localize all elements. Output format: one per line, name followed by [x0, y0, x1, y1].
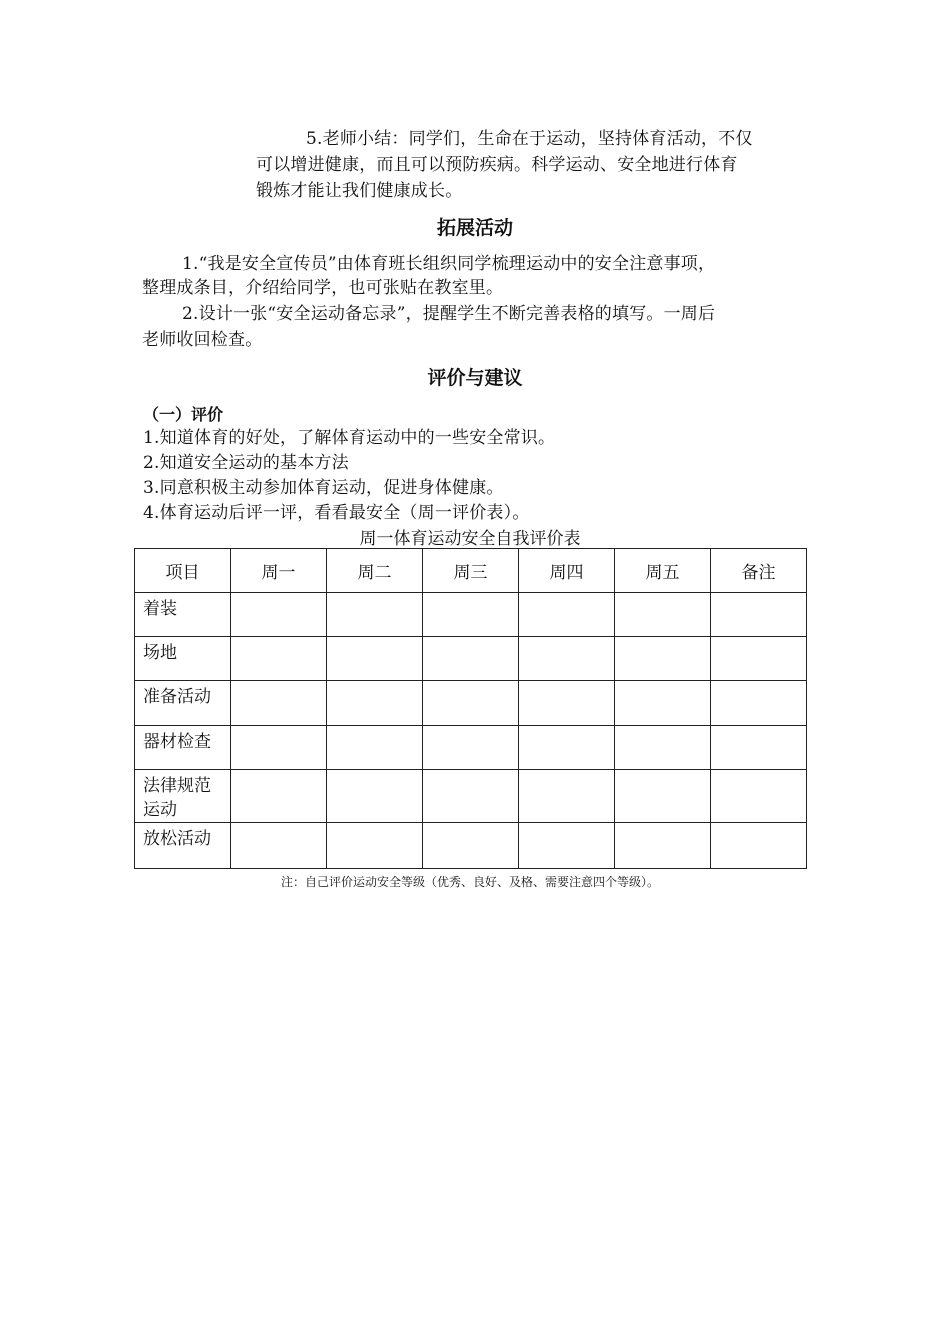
table-row: [135, 823, 807, 869]
table-cell: [423, 593, 519, 637]
table-cell: [423, 726, 519, 770]
table-cell: [711, 770, 807, 823]
header-tuesday: 周二: [327, 549, 423, 593]
table-caption: 周一体育运动安全自我评价表: [359, 529, 581, 549]
row-label: 准备活动: [135, 681, 231, 726]
row-label: 法律规范运动: [135, 770, 231, 823]
table-cell: [423, 770, 519, 823]
summary-line-2: 可以增进健康，而且可以预防疾病。科学运动、安全地进行体育: [256, 155, 738, 175]
evaluation-item-2: 2.知道安全运动的基本方法: [143, 453, 349, 473]
table-cell: [327, 593, 423, 637]
table-cell: [615, 770, 711, 823]
table-note: 注：自己评价运动安全等级（优秀、良好、及格、需要注意四个等级）。: [280, 875, 659, 889]
table-row: [135, 770, 807, 823]
extension-line-3: 2.设计一张“安全运动备忘录”，提醒学生不断完善表格的填写。一周后: [182, 304, 716, 324]
table-row: [135, 637, 807, 681]
table-cell: [615, 681, 711, 726]
table-cell: [327, 726, 423, 770]
table-cell: [711, 593, 807, 637]
table-cell: [231, 593, 327, 637]
table-cell: [615, 823, 711, 869]
row-label: 场地: [135, 637, 231, 681]
table-cell: [519, 681, 615, 726]
table-cell: [711, 726, 807, 770]
table-cell: [327, 681, 423, 726]
table-row: [135, 726, 807, 770]
table-cell: [231, 770, 327, 823]
evaluation-subtitle: （一）评价: [143, 405, 224, 424]
evaluation-item-1: 1.知道体育的好处，了解体育运动中的一些安全常识。: [143, 428, 556, 448]
table-cell: [327, 823, 423, 869]
row-label: 器材检查: [135, 726, 231, 770]
header-wednesday: 周三: [423, 549, 519, 593]
table-cell: [519, 726, 615, 770]
extension-line-2: 整理成条目，介绍给同学，也可张贴在教室里。: [142, 278, 504, 298]
table-cell: [519, 823, 615, 869]
table-row: [135, 681, 807, 726]
table-cell: [711, 681, 807, 726]
extension-line-4: 老师收回检查。: [142, 330, 263, 350]
evaluation-item-3: 3.同意积极主动参加体育运动，促进身体健康。: [143, 478, 504, 498]
header-item: 项目: [135, 549, 231, 593]
evaluation-item-4: 4.体育运动后评一评，看看最安全（周一评价表）。: [143, 503, 530, 523]
row-label: 着装: [135, 593, 231, 637]
header-monday: 周一: [231, 549, 327, 593]
table-cell: [327, 770, 423, 823]
table-header-row: [135, 549, 807, 593]
table-cell: [423, 681, 519, 726]
table-cell: [423, 637, 519, 681]
extension-line-1: 1.“我是安全宣传员”由体育班长组织同学梳理运动中的安全注意事项，: [182, 254, 716, 274]
table-cell: [519, 770, 615, 823]
header-friday: 周五: [615, 549, 711, 593]
table-cell: [423, 823, 519, 869]
table-row: [135, 593, 807, 637]
summary-line-1: 5.老师小结：同学们，生命在于运动，坚持体育活动，不仅: [306, 129, 753, 149]
extension-heading: 拓展活动: [436, 217, 513, 239]
summary-line-3: 锻炼才能让我们健康成长。: [256, 181, 463, 201]
table-cell: [615, 637, 711, 681]
table-cell: [519, 637, 615, 681]
table-cell: [231, 637, 327, 681]
table-cell: [231, 726, 327, 770]
evaluation-table: [134, 548, 807, 869]
row-label: 放松活动: [135, 823, 231, 869]
header-thursday: 周四: [519, 549, 615, 593]
header-remarks: 备注: [711, 549, 807, 593]
table-cell: [615, 726, 711, 770]
table-cell: [231, 823, 327, 869]
table-cell: [711, 823, 807, 869]
table-cell: [615, 593, 711, 637]
evaluation-heading: 评价与建议: [427, 367, 523, 389]
table-cell: [711, 637, 807, 681]
table-cell: [519, 593, 615, 637]
table-cell: [327, 637, 423, 681]
table-cell: [231, 681, 327, 726]
